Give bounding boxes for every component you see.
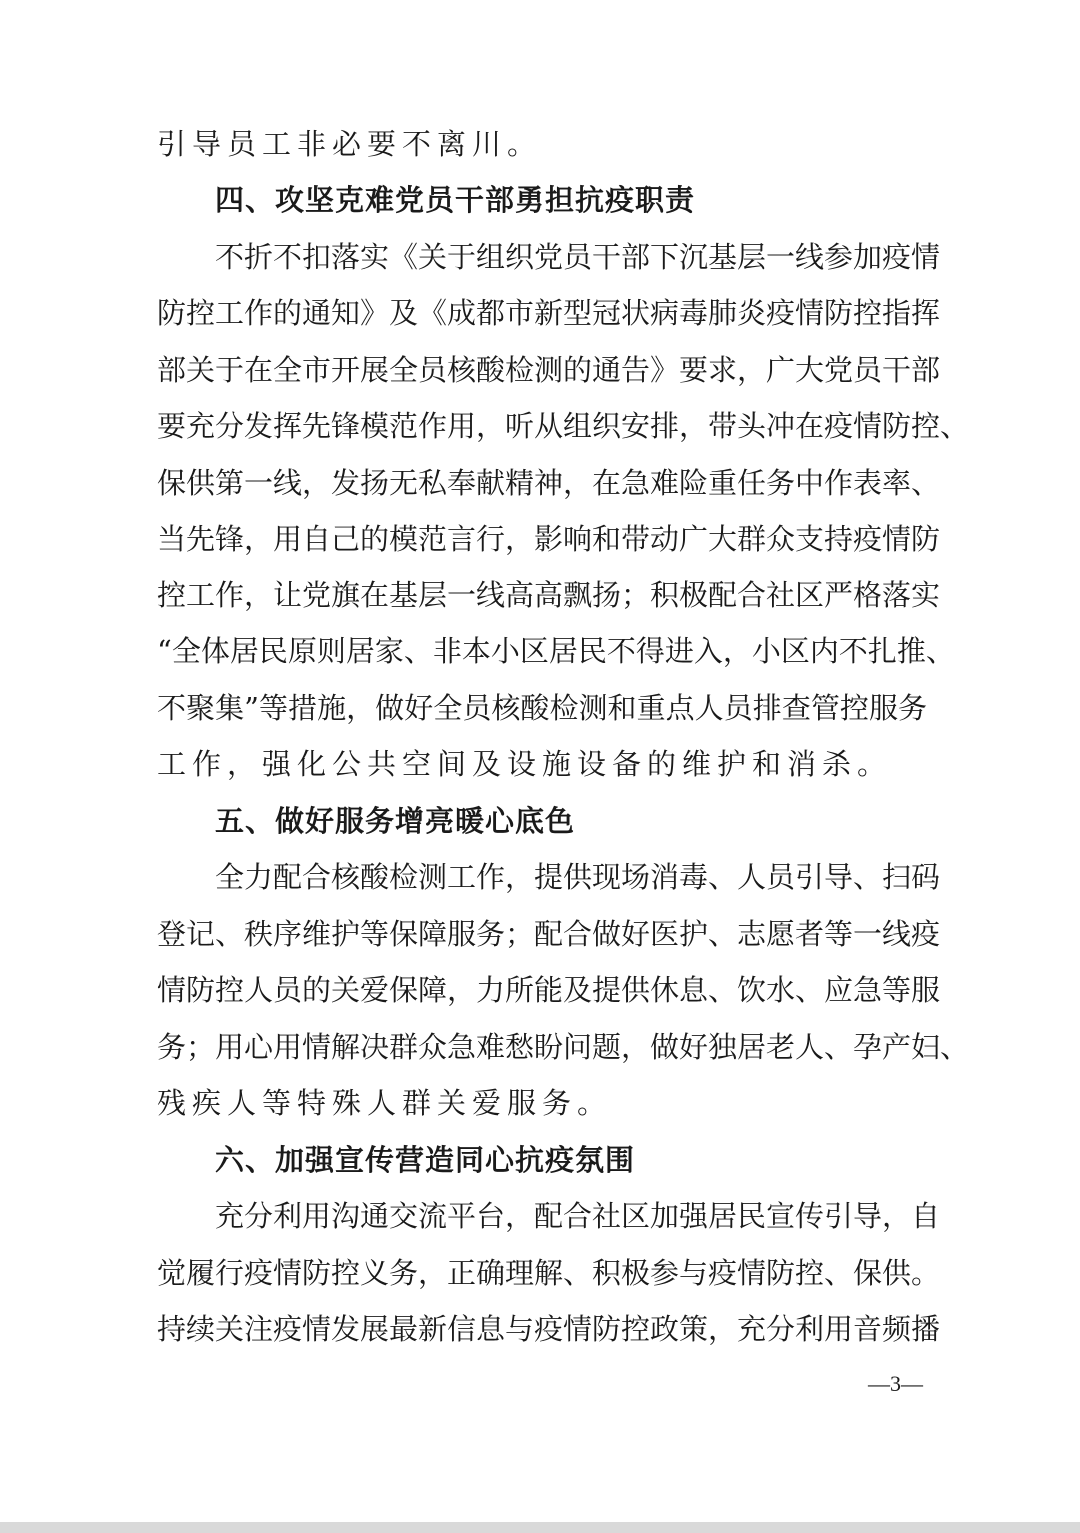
paragraph-line: 充分利用沟通交流平台，配合社区加强居民宣传引导，自 xyxy=(215,1199,941,1233)
paragraph-line: 情防控人员的关爱保障，力所能及提供休息、饮水、应急等服 xyxy=(157,973,941,1007)
paragraph-line: 务；用心用情解决群众急难愁盼问题，做好独居老人、孕产妇、 xyxy=(157,1030,970,1064)
section-heading-5: 五、做好服务增亮暖心底色 xyxy=(215,804,576,838)
paragraph-line: 控工作，让党旗在基层一线高高飘扬；积极配合社区严格落实 xyxy=(157,578,941,612)
paragraph-line: 觉履行疫情防控义务，正确理解、积极参与疫情防控、保供。 xyxy=(157,1256,941,1290)
paragraph-line: 当先锋，用自己的模范言行，影响和带动广大群众支持疫情防 xyxy=(157,522,941,556)
paragraph-line: 不聚集”等措施，做好全员核酸检测和重点人员排查管控服务 xyxy=(157,691,927,725)
paragraph-line: “全体居民原则居家、非本小区居民不得进入，小区内不扎推、 xyxy=(157,634,955,668)
paragraph-line: 登记、秩序维护等保障服务；配合做好医护、志愿者等一线疫 xyxy=(157,917,941,951)
paragraph-line: 保供第一线，发扬无私奉献精神，在急难险重任务中作表率、 xyxy=(157,466,941,500)
paragraph-line: 部关于在全市开展全员核酸检测的通告》要求，广大党员干部 xyxy=(157,353,941,387)
page-number: —3— xyxy=(868,1371,923,1396)
paragraph-line: 持续关注疫情发展最新信息与疫情防控政策，充分利用音频播 xyxy=(157,1312,941,1346)
page-bottom-edge xyxy=(0,1522,1080,1533)
paragraph-line: 引导员工非必要不离川。 xyxy=(157,127,543,161)
paragraph-line: 不折不扣落实《关于组织党员干部下沉基层一线参加疫情 xyxy=(215,240,941,274)
paragraph-line: 全力配合核酸检测工作，提供现场消毒、人员引导、扫码 xyxy=(215,860,941,894)
section-heading-4: 四、攻坚克难党员干部勇担抗疫职责 xyxy=(215,183,696,217)
paragraph-line: 防控工作的通知》及《成都市新型冠状病毒肺炎疫情防控指挥 xyxy=(157,296,941,330)
paragraph-line: 要充分发挥先锋模范作用，听从组织安排，带头冲在疫情防控、 xyxy=(157,409,970,443)
paragraph-line: 工作，强化公共空间及设施设备的维护和消杀。 xyxy=(157,747,893,781)
paragraph-line: 残疾人等特殊人群关爱服务。 xyxy=(157,1086,613,1120)
section-heading-6: 六、加强宣传营造同心抗疫氛围 xyxy=(215,1143,636,1177)
